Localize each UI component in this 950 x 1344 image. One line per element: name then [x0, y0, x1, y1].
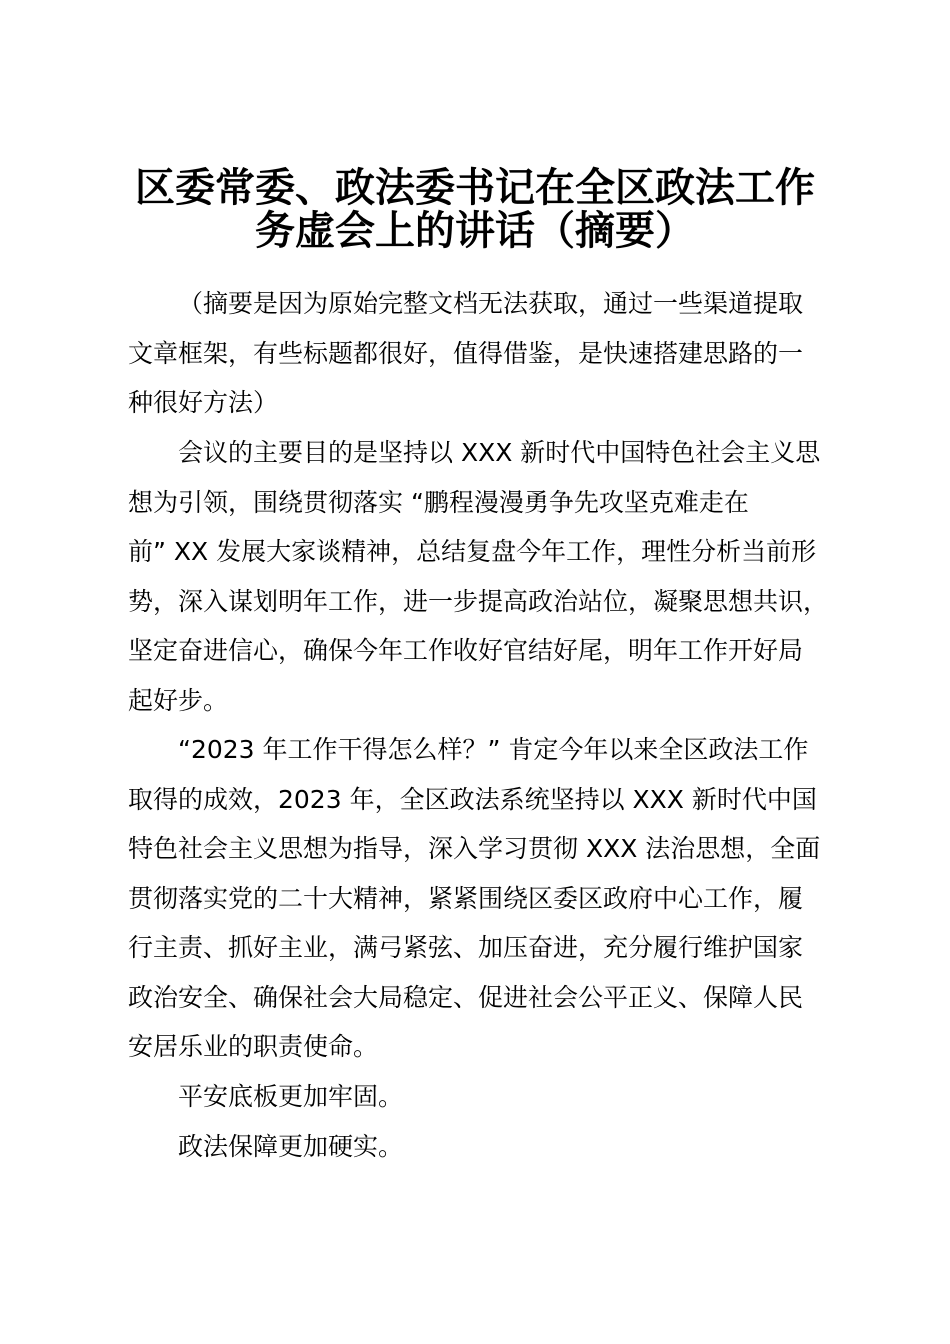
text-line: （摘要是因为原始完整文档无法获取，通过一些渠道提取 — [178, 289, 804, 318]
paragraph-meeting-purpose — [128, 428, 833, 725]
text-line: 会议的主要目的是坚持以 XXX 新时代中国特色社会主义思 — [178, 438, 821, 467]
text-line: 平安底板更加牢固。 — [178, 1082, 404, 1111]
text-line: 势，深入谋划明年工作，进一步提高政治站位，凝聚思想共识， — [128, 586, 829, 616]
text-line: “2023 年工作干得怎么样？” 肯定今年以来全区政法工作 — [178, 735, 809, 764]
text-line: 种很好方法） — [128, 388, 279, 417]
text-line: 想为引领，围绕贯彻落实 “鹏程漫漫勇争先攻坚克难走在 — [128, 487, 749, 517]
text-line: 特色社会主义思想为指导，深入学习贯彻 XXX 法治思想，全面 — [128, 834, 821, 863]
paragraph-safety-heading — [128, 1072, 833, 1122]
text-line: 贯彻落实党的二十大精神，紧紧围绕区委区政府中心工作，履 — [128, 883, 804, 913]
paragraph-2023-review — [128, 725, 833, 1072]
text-line: 文章框架，有些标题都很好，值得借鉴，是快速搭建思路的一 — [128, 338, 804, 368]
document-title-line-2: 务虚会上的讲话（摘要） — [255, 208, 695, 254]
paragraph-guarantee-heading — [128, 1122, 833, 1172]
text-line: 政法保障更加硬实。 — [178, 1132, 404, 1161]
paragraph-intro — [128, 279, 833, 428]
text-line: 取得的成效，2023 年，全区政法系统坚持以 XXX 新时代中国 — [128, 784, 817, 814]
text-line: 安居乐业的职责使命。 — [128, 1032, 379, 1061]
text-line: 坚定奋进信心，确保今年工作收好官结好尾，明年工作开好局 — [128, 636, 804, 665]
text-line: 前” XX 发展大家谈精神，总结复盘今年工作，理性分析当前形 — [128, 537, 817, 566]
text-line: 政治安全、确保社会大局稳定、促进社会公平正义、保障人民 — [128, 982, 804, 1012]
document-title-line-1: 区委常委、政法委书记在全区政法工作 — [135, 165, 815, 211]
text-line: 起好步。 — [128, 685, 229, 715]
text-line: 行主责、抓好主业，满弓紧弦、加压奋进，充分履行维护国家 — [128, 933, 804, 962]
